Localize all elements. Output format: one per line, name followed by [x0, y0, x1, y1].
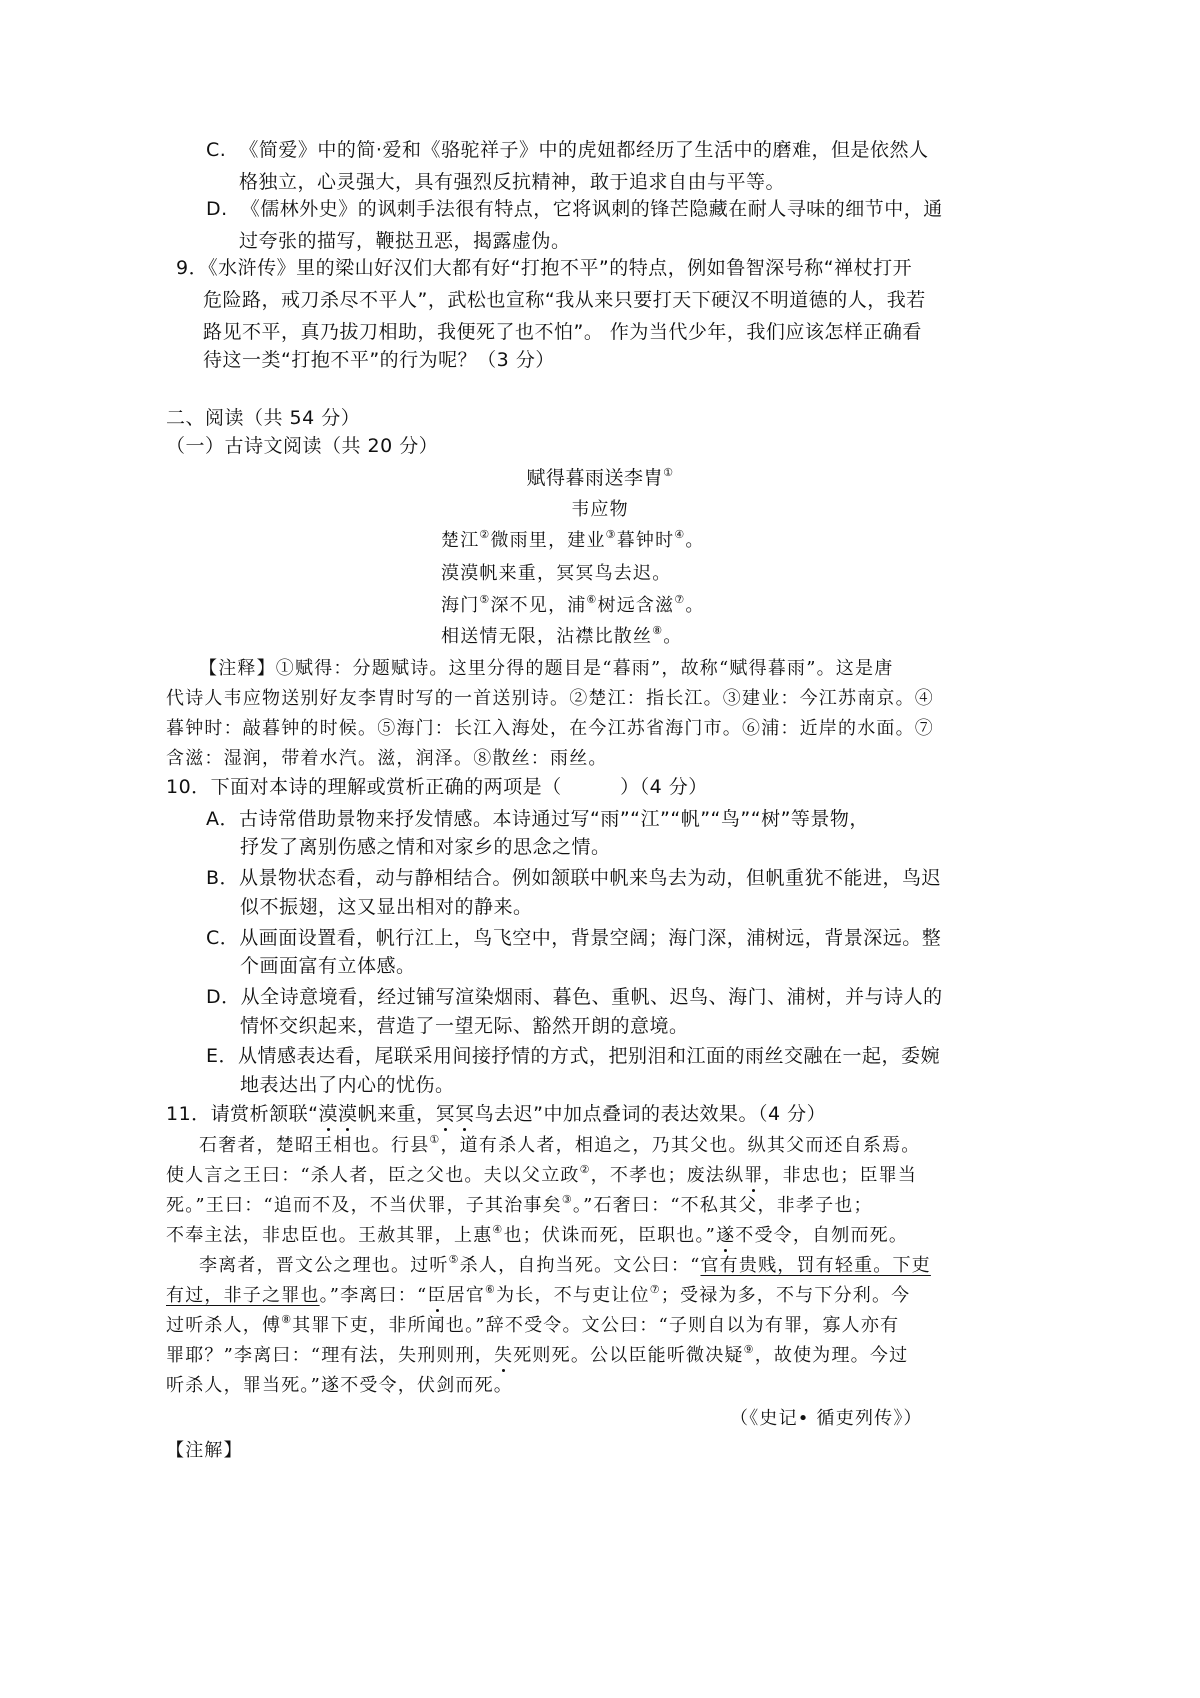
text-span: 杀人，自拘当死。文公曰：“ [459, 1255, 701, 1276]
text-span: 死则死。公以臣能听微决疑 [513, 1345, 744, 1366]
text-span: 。”李离曰：“ [319, 1285, 428, 1306]
text-span: 不奉主法，非忠臣也。王赦其罪，上惠 [166, 1225, 493, 1246]
footnote-marker: ⑤ [448, 1253, 460, 1266]
poem-notes-line2: 代诗人韦应物送别好友李胄时写的一首送别诗。②楚江：指长江。③建业：今江苏南京。④ [166, 688, 934, 709]
q10-option-b-line1: B．从景物状态看，动与静相结合。例如颔联中帆来鸟去为动，但帆重犹不能进，鸟迟 [206, 867, 942, 889]
text-span: 暮钟时 [616, 530, 675, 551]
footnote-marker: ⑦ [674, 593, 686, 606]
text-span: 。 [685, 595, 705, 616]
q8-option-c-text1: 《简爱》中的简·爱和《骆驼祥子》中的虎妞都经历了生活中的磨难，但是依然人 [239, 139, 929, 161]
prose-p2-line2 [166, 1283, 910, 1309]
text-span: 李离者，晋文公之理也。过听 [199, 1255, 449, 1276]
footnote-marker: ⑤ [479, 593, 491, 606]
prose-source: （《史记• 循吏列传》） [730, 1408, 923, 1429]
dotted-char: 漠 [338, 1103, 358, 1125]
prose-p2-line4 [166, 1343, 908, 1369]
prose-p1-line2 [166, 1163, 917, 1189]
text-span: ，不孝也；废法纵 [590, 1165, 745, 1186]
poem-notes-line3: 暮钟时：敲暮钟的时候。⑤海门：长江入海处，在今江苏省海门市。⑥浦：近岸的水面。⑦ [166, 718, 934, 739]
q10-option-e-line2: 地表达出了内心的忧伤。 [240, 1074, 455, 1096]
prose-p2-line5: 听杀人，罪当死。”遂不受令，伏剑而死。 [166, 1375, 514, 1396]
prose-annotation-heading: 【注解】 [166, 1440, 243, 1461]
q9-line2: 危险路，戒刀杀尽不平人”，武松也宣称“我从来只要打天下硬汉不明道德的人，我若 [203, 289, 926, 311]
poem-notes-line1: 【注释】①赋得：分题赋诗。这里分得的题目是“暮雨”，故称“赋得暮雨”。这是唐 [199, 658, 894, 679]
text-span: 帆来重， [357, 1103, 436, 1125]
poem-title [0, 465, 1200, 491]
text-span: 树远含滋 [597, 595, 675, 616]
footnote-marker: ③ [561, 1193, 573, 1206]
text-span: 鸟去迟”中加点叠词的表达效果。（4 分） [474, 1103, 827, 1125]
footnote-marker: ① [429, 1133, 441, 1146]
q8-option-c-line1 [206, 137, 928, 163]
q8-option-d-label: D. [206, 198, 228, 220]
poem-notes-line4: 含滋：湿润，带着水汽。滋，润泽。⑧散丝：雨丝。 [166, 748, 608, 769]
text-span: ；受禄为多，不与下分利。今 [660, 1285, 911, 1306]
footnote-marker: ④ [674, 528, 686, 541]
underlined-text: 有过，非子之罪也 [166, 1285, 320, 1306]
q9-line4: 待这一类“打抱不平”的行为呢？（3 分） [203, 349, 555, 371]
prose-p1-line4 [166, 1223, 908, 1249]
text-span: 。”石奢曰：“不私其父，非孝子也； [572, 1195, 873, 1216]
text-span: 罪耶？”李离曰：“理有法，失刑则刑， [166, 1345, 495, 1366]
underlined-text: 官有贵贱，罚有轻重。下吏 [700, 1255, 931, 1276]
poem-title-text: 赋得暮雨送李胄 [526, 467, 664, 489]
text-span: 使人言之王曰：“杀人者，臣之父也。夫以父立政 [166, 1165, 580, 1186]
prose-p2-line1 [199, 1253, 931, 1279]
text-span: 相送情无限，沾襟比散丝 [441, 626, 653, 647]
footnote-marker: ⑥ [485, 1283, 497, 1296]
q10-option-a-line1: A．古诗常借助景物来抒发情感。本诗通过写“雨”“江”“帆”“鸟”“树”等景物， [206, 808, 869, 830]
text-span: 居官 [446, 1285, 486, 1306]
text-span: 也；伏诛而死，臣职也。” [503, 1225, 717, 1246]
prose-p1-line1 [199, 1133, 920, 1159]
footnote-marker: ⑧ [652, 624, 664, 637]
footnote-marker: ⑨ [743, 1343, 755, 1356]
q8-option-d-text1: 《儒林外史》的讽刺手法很有特点，它将讽刺的锋芒隐藏在耐人寻味的细节中，通 [240, 198, 943, 220]
footnote-marker: ⑥ [586, 593, 598, 606]
q8-option-d-line2: 过夸张的描写，鞭挞丑恶，揭露虚伪。 [239, 230, 571, 252]
dotted-char: 失 [494, 1345, 514, 1366]
section-2-title: 二、阅读（共 54 分） [166, 407, 361, 429]
text-span: 微雨里，建业 [490, 530, 606, 551]
q11-stem [166, 1101, 826, 1127]
footnote-marker: ② [479, 528, 491, 541]
poem-line-4 [441, 624, 682, 650]
q9-line1: 9．《水浒传》里的梁山好汉们大都有好“打抱不平”的特点，例如鲁智深号称“禅杖打开 [176, 257, 913, 279]
q10-option-b-line2: 似不振翅，这又显出相对的静来。 [240, 896, 533, 918]
poem-line-2: 漠漠帆来重，冥冥鸟去迟。 [441, 563, 672, 584]
q8-option-c-label: C. [206, 139, 227, 161]
dotted-char: 冥 [455, 1103, 475, 1125]
q10-option-d-line1: D．从全诗意境看，经过铺写渲染烟雨、暮色、重帆、迟鸟、海门、浦树，并与诗人的 [206, 986, 943, 1008]
q10-option-e-line1: E．从情感表达看，尾联采用间接抒情的方式，把别泪和江面的雨丝交融在一起，委婉 [206, 1045, 941, 1067]
text-span: 不受令，自刎而死。 [735, 1225, 909, 1246]
footnote-marker: ④ [492, 1223, 504, 1236]
text-span: ，道有杀人者，相追之，乃其父也。纵其父而还自系焉。 [440, 1135, 921, 1156]
section-2-sub1: （一）古诗文阅读（共 20 分） [166, 435, 439, 457]
q9-line3: 路见不平，真乃拔刀相助，我便死了也不怕”。 作为当代少年，我们应该怎样正确看 [203, 321, 922, 343]
q10-option-c-line2: 个画面富有立体感。 [240, 955, 416, 977]
footnote-marker: ⑧ [281, 1313, 293, 1326]
q10-option-d-line2: 情怀交织起来，营造了一望无际、豁然开朗的意境。 [240, 1015, 689, 1037]
dotted-char: 漠 [318, 1103, 339, 1125]
prose-p1-line3 [166, 1193, 873, 1219]
text-span: 死。”王曰：“追而不及，不当伏罪，子其治事矣 [166, 1195, 562, 1216]
text-span: ，非忠也；臣罪当 [763, 1165, 918, 1186]
q10-stem: 10．下面对本诗的理解或赏析正确的两项是（ ）（4 分） [166, 776, 708, 798]
text-span: 海门 [441, 595, 480, 616]
footnote-marker: ③ [605, 528, 617, 541]
q8-option-d-line1 [206, 196, 943, 222]
q10-option-c-line1: C．从画面设置看，帆行江上，鸟飞空中，背景空阔；海门深，浦树远，背景深远。整 [206, 927, 942, 949]
text-span: ，故使为理。今过 [754, 1345, 909, 1366]
poem-line-1 [441, 528, 705, 554]
dotted-char: 遂 [716, 1225, 736, 1246]
text-span: 其罪下吏，非所闻也。”辞不受令。文公曰：“子则自以为有罪，寡人亦有 [292, 1315, 900, 1336]
dotted-char: 冥 [435, 1103, 456, 1125]
footnote-marker: ⑦ [649, 1283, 661, 1296]
dotted-char: 臣 [427, 1285, 447, 1306]
text-span: 为长，不与吏让位 [496, 1285, 650, 1306]
dotted-char: 罪 [744, 1165, 764, 1186]
prose-p2-line3 [166, 1313, 899, 1339]
poem-author: 韦应物 [571, 499, 629, 520]
poem-title-note: ① [663, 465, 674, 479]
text-span: 过听杀人，傅 [166, 1315, 282, 1336]
text-span: 11．请赏析颔联“ [166, 1103, 319, 1125]
q10-option-a-line2: 抒发了离别伤感之情和对家乡的思念之情。 [240, 836, 611, 858]
text-span: 。 [685, 530, 705, 551]
text-span: 石奢者，楚昭王相也。行县 [199, 1135, 430, 1156]
text-span: 深不见，浦 [490, 595, 587, 616]
footnote-marker: ② [579, 1163, 591, 1176]
poem-line-3 [441, 593, 705, 619]
text-span: 楚江 [441, 530, 480, 551]
text-span: 。 [663, 626, 683, 647]
q8-option-c-line2: 格独立，心灵强大，具有强烈反抗精神，敢于追求自由与平等。 [239, 171, 786, 193]
